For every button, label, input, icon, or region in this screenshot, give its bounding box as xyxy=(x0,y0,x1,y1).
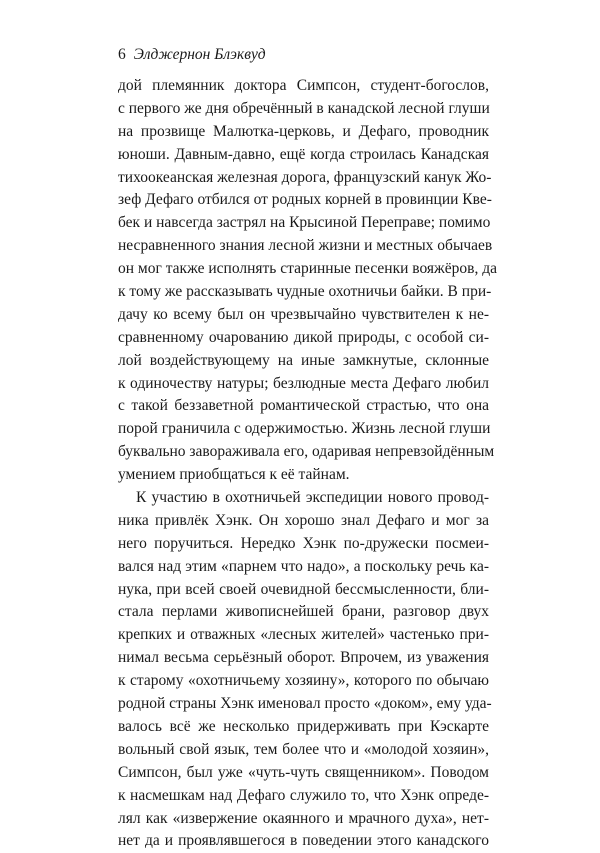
text-line: К участию в охотничьей экспедиции нового провод- xyxy=(136,489,489,507)
text-line: нет да и проявлявшегося в поведении этого канадского xyxy=(118,832,489,850)
text-line: лой воздействующему на иные замкнутые, склонные xyxy=(118,351,489,369)
text-line: к одиночеству натуры; безлюдные места Дефаго любил xyxy=(118,374,489,392)
text-line: тихоокеанская железная дорога, французский канук Жо- xyxy=(118,168,492,186)
text-line: юноши. Давным-давно, ещё когда строилась Канадская xyxy=(118,145,489,163)
text-line: нука, при всей своей очевидной бессмысленности, бли- xyxy=(118,580,489,598)
text-line: к тому же рассказывать чудные охотничьи байки. В при- xyxy=(118,283,492,301)
text-line: на прозвище Малютка-церковь, и Дефаго, проводник xyxy=(118,122,489,140)
running-head-author: Элджернон Блэквуд xyxy=(133,46,266,63)
text-line: вался над этим «парнем что надо», а поскольку речь ка- xyxy=(118,557,489,575)
text-line: сравненному очарованию дикой природы, с особой си- xyxy=(118,328,489,346)
text-line: несравненного знания лесной жизни и местных обычаев xyxy=(118,237,493,255)
text-line: дой племянник доктора Симпсон, студент-богослов, xyxy=(118,77,489,94)
running-header xyxy=(118,43,266,67)
text-line: него поручиться. Нередко Хэнк по-дружески посмеи- xyxy=(118,534,489,552)
text-line: бек и навсегда застрял на Крысиной Переправе; помимо xyxy=(118,214,491,232)
text-line: дачу ко всему был он чрезвычайно чувствителен к не- xyxy=(118,305,489,323)
text-line: нимал весьма серьёзный оборот. Впрочем, из уважения xyxy=(118,649,489,667)
text-line: крепких и отважных «лесных жителей» частенько при- xyxy=(118,626,489,644)
text-line: с такой беззаветной романтической страстью, что она xyxy=(118,397,489,415)
text-line: вольный свой язык, тем более что и «молодой хозяин», xyxy=(118,740,489,758)
text-line: к насмешкам над Дефаго служило то, что Хэнк опреде- xyxy=(118,786,489,804)
text-line: порой граничила с одержимостью. Жизнь лесной глуши xyxy=(118,420,491,438)
body-text xyxy=(118,75,497,853)
text-line: зеф Дефаго отбился от родных корней в провинции Кве- xyxy=(118,191,492,209)
page-number: 6 xyxy=(118,46,126,63)
text-line: к старому «охотничьему хозяину», которого по обычаю xyxy=(118,672,489,690)
text-line: Симпсон, был уже «чуть-чуть священником». Поводом xyxy=(118,763,489,781)
text-line: ника привлёк Хэнк. Он хорошо знал Дефаго и мог за xyxy=(118,511,489,529)
text-line: родной страны Хэнк именовал просто «доком», ему уда- xyxy=(118,695,492,713)
text-line: буквально завораживала его, одаривая непревзойдённым xyxy=(118,443,495,461)
text-line: лял как «извержение окаянного и мрачного духа», нет- xyxy=(118,809,489,827)
text-line: с первого же дня обречённый в канадской лесной глуши xyxy=(118,99,490,117)
text-line: валось всё же несколько придерживать при Кэскарте xyxy=(118,717,489,735)
text-line: умением приобщаться к её тайнам. xyxy=(118,466,350,484)
text-line: он мог также исполнять старинные песенки вояжёров, да xyxy=(118,260,497,278)
text-line: стала перлами живописнейшей брани, разговор двух xyxy=(118,603,489,621)
